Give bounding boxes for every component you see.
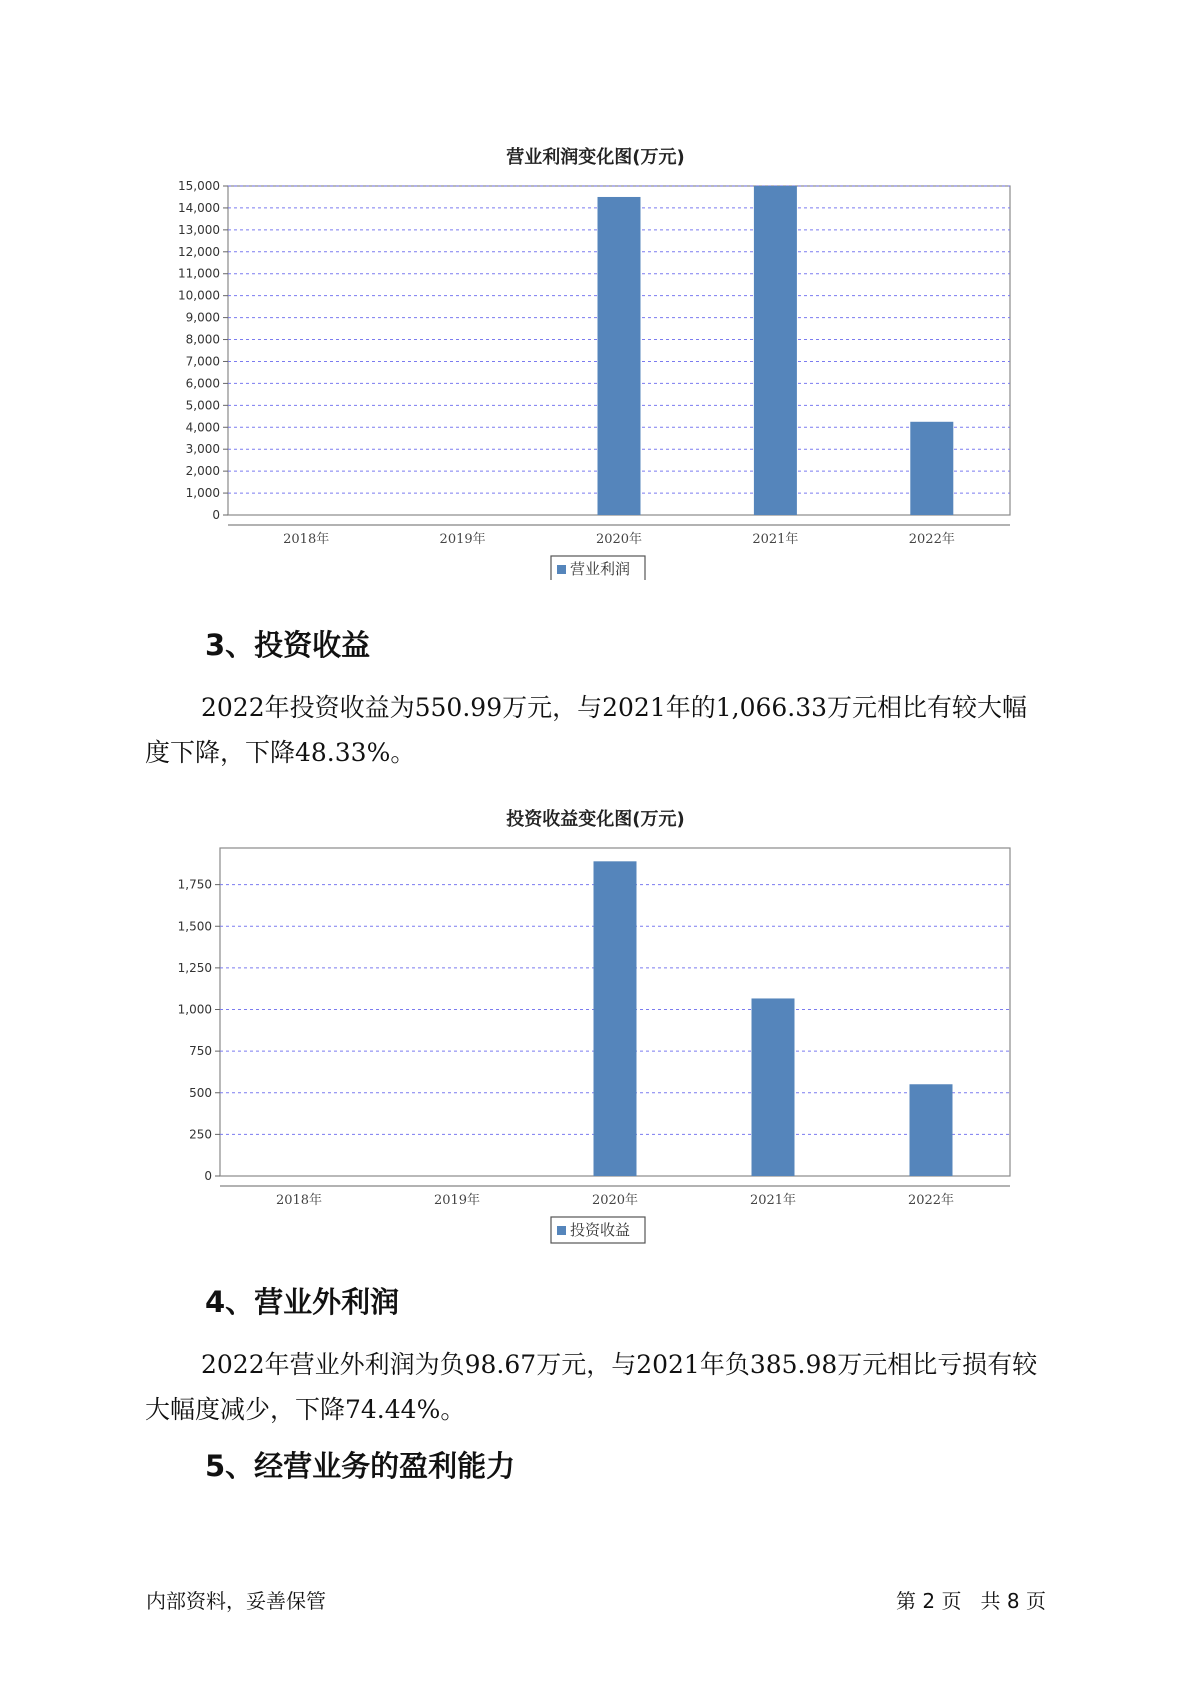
x-tick-label: 2021年	[749, 1193, 797, 1208]
x-tick-label: 2021年	[752, 532, 799, 547]
x-tick-label: 2018年	[283, 532, 330, 547]
legend	[551, 556, 645, 580]
legend-swatch	[557, 1226, 566, 1235]
footer-confidential-note: 内部资料，妥善保管	[146, 1589, 326, 1613]
legend-label: 投资收益	[570, 1221, 631, 1239]
x-tick-label: 2019年	[433, 1193, 481, 1208]
y-tick-label: 1,000	[185, 486, 220, 501]
section-heading-business-profitability: 5、经营业务的盈利能力	[205, 1449, 516, 1483]
section-text-investment-income: 2022年投资收益为550.99万元，与2021年的1,066.33万元相比有较大幅度下降，下降48.33%。	[145, 693, 1028, 767]
y-tick-label: 6,000	[185, 376, 220, 391]
bar	[598, 197, 641, 515]
section-heading-non-operating-profit: 4、营业外利润	[205, 1285, 400, 1319]
x-tick-label: 2019年	[439, 532, 486, 547]
bar	[594, 861, 637, 1176]
x-tick-label: 2020年	[595, 532, 643, 547]
y-tick-label: 9,000	[185, 310, 220, 325]
y-tick-label: 11,000	[178, 266, 220, 281]
x-tick-label: 2022年	[908, 532, 955, 547]
y-tick-label: 3,000	[185, 442, 220, 457]
x-tick-label: 2020年	[591, 1193, 639, 1208]
legend	[551, 1217, 645, 1243]
section-heading-investment-income: 3、投资收益	[205, 628, 371, 662]
y-tick-label: 500	[189, 1085, 212, 1100]
y-tick-label: 10,000	[178, 288, 220, 303]
section-text-non-operating-profit: 2022年营业外利润为负98.67万元，与2021年负385.98万元相比亏损有较大幅度减少，下降74.44%。	[145, 1350, 1038, 1424]
legend-label: 营业利润	[570, 560, 631, 578]
y-tick-label: 5,000	[185, 398, 220, 413]
y-tick-label: 0	[212, 508, 220, 522]
y-tick-label: 0	[204, 1169, 212, 1183]
y-tick-label: 1,250	[177, 960, 212, 975]
bar	[910, 422, 953, 515]
operating-profit-chart	[0, 110, 1191, 580]
x-tick-label: 2018年	[275, 1193, 323, 1208]
y-tick-label: 12,000	[178, 244, 220, 259]
y-tick-label: 1,750	[177, 877, 212, 892]
x-tick-label: 2022年	[907, 1193, 955, 1208]
bar	[910, 1084, 953, 1176]
y-tick-label: 2,000	[185, 464, 220, 479]
chart-title-operating-profit: 营业利润变化图(万元)	[506, 147, 685, 168]
y-tick-label: 1,500	[177, 919, 212, 934]
y-tick-label: 14,000	[178, 200, 220, 215]
y-tick-label: 8,000	[185, 332, 220, 347]
y-tick-label: 250	[189, 1127, 212, 1142]
y-tick-label: 750	[189, 1044, 212, 1059]
y-tick-label: 15,000	[178, 179, 220, 193]
y-tick-label: 13,000	[178, 222, 220, 237]
investment-income-chart	[0, 830, 1191, 1250]
y-tick-label: 1,000	[177, 1002, 212, 1017]
footer-page-number: 第 2 页 共 8 页	[896, 1589, 1046, 1613]
legend-swatch	[557, 565, 566, 574]
bar	[754, 186, 797, 515]
bar	[752, 998, 795, 1176]
chart-title-investment-income: 投资收益变化图(万元)	[506, 809, 685, 830]
y-tick-label: 4,000	[185, 420, 220, 435]
y-tick-label: 7,000	[185, 354, 220, 369]
